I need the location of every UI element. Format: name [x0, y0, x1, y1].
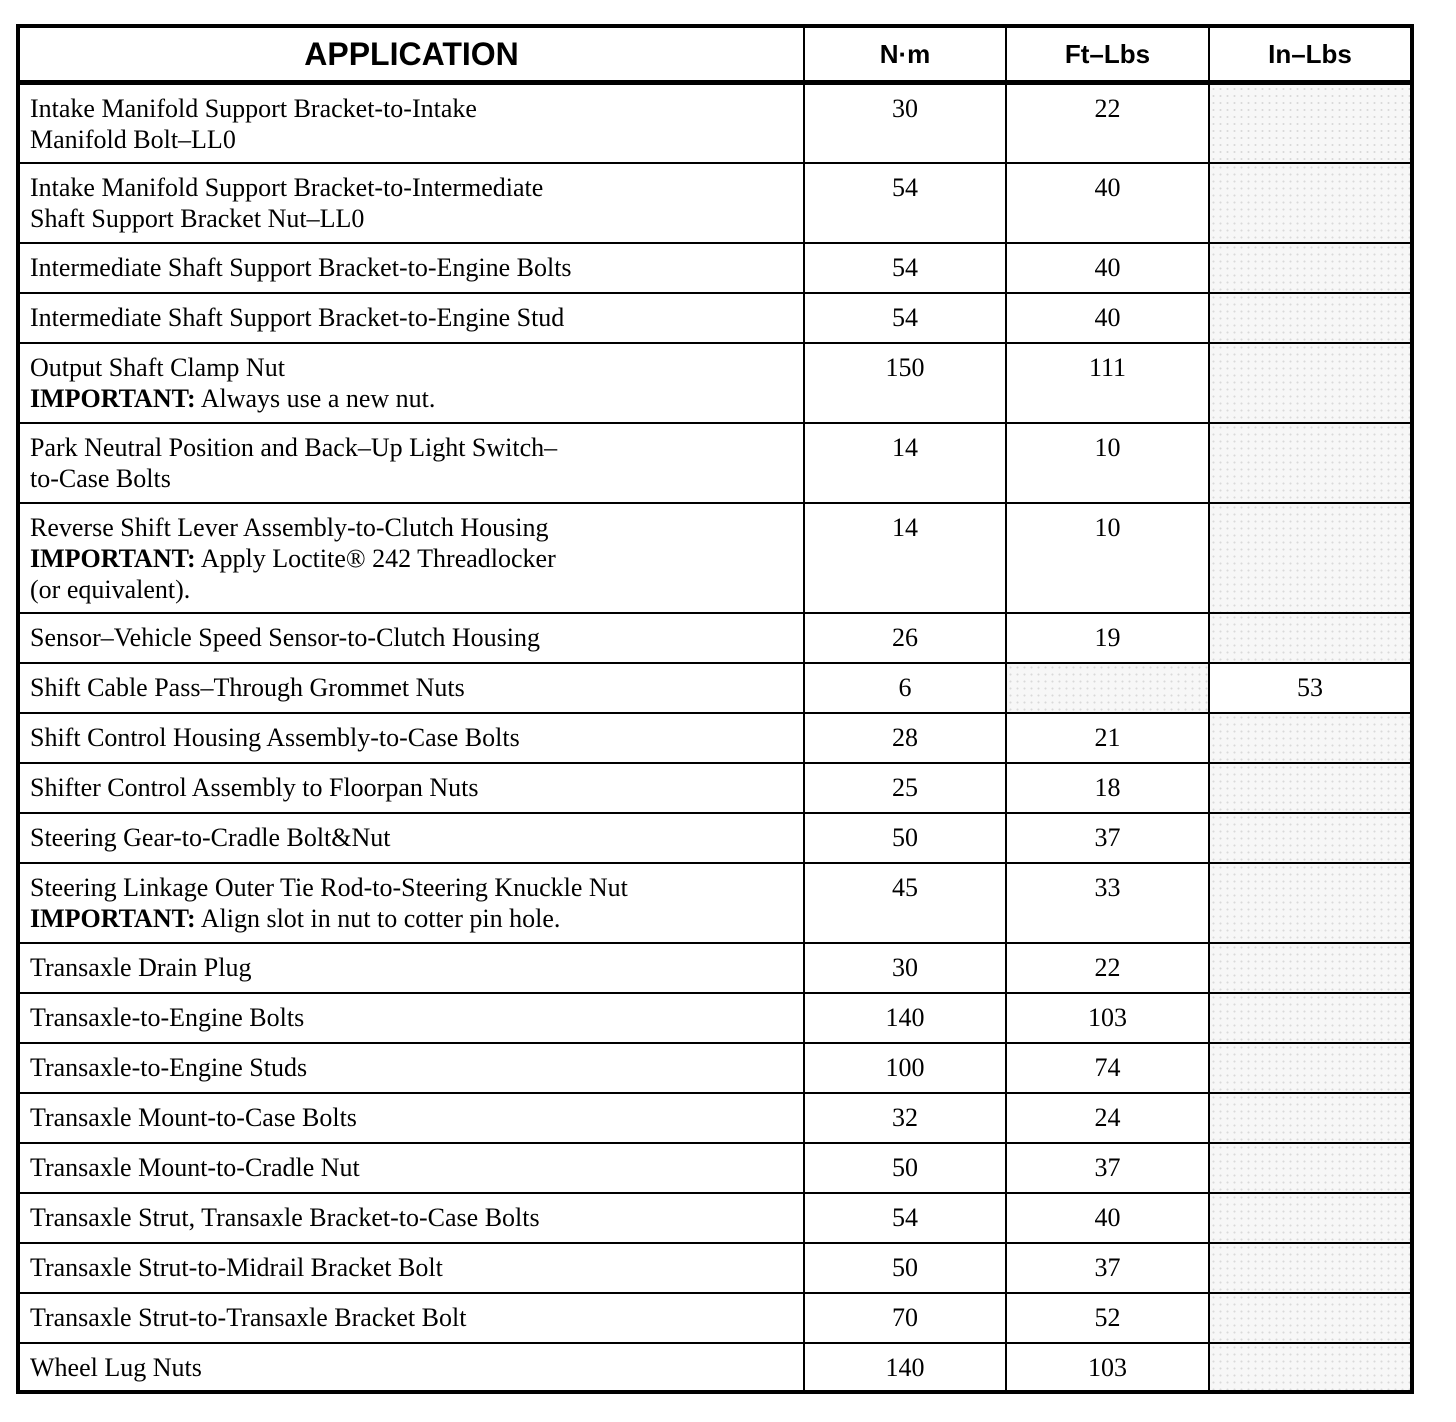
application-text: Shift Cable Pass–Through Grommet Nuts: [30, 672, 465, 702]
nm-value-cell: 26: [804, 613, 1006, 663]
important-label: IMPORTANT:: [30, 903, 196, 933]
application-text: Shaft Support Bracket Nut–LL0: [30, 203, 365, 233]
important-label: IMPORTANT:: [30, 383, 196, 413]
column-header-ft-lbs: Ft–Lbs: [1006, 26, 1209, 83]
in-lbs-value-cell: [1209, 243, 1412, 293]
table-row: [18, 1193, 1412, 1243]
ft-lbs-value-cell: 37: [1006, 1243, 1209, 1293]
in-lbs-value-cell: [1209, 1193, 1412, 1243]
nm-value-cell: 50: [804, 1143, 1006, 1193]
application-text: Intermediate Shaft Support Bracket-to-Engine Bolts: [30, 252, 572, 282]
in-lbs-value-cell: [1209, 713, 1412, 763]
in-lbs-value-cell: [1209, 343, 1412, 423]
application-cell: [18, 813, 804, 863]
in-lbs-value-cell: 53: [1209, 663, 1412, 713]
ft-lbs-value-cell: 22: [1006, 943, 1209, 993]
table-row: [18, 1343, 1412, 1392]
nm-value-cell: 54: [804, 1193, 1006, 1243]
ft-lbs-value-cell: 40: [1006, 293, 1209, 343]
in-lbs-value-cell: [1209, 943, 1412, 993]
table-row: [18, 293, 1412, 343]
application-text: Shifter Control Assembly to Floorpan Nuts: [30, 772, 479, 802]
application-cell: [18, 343, 804, 423]
application-cell: [18, 863, 804, 943]
application-cell: [18, 713, 804, 763]
nm-value-cell: 32: [804, 1093, 1006, 1143]
application-cell: [18, 1043, 804, 1093]
important-text: Always use a new nut.: [195, 383, 436, 413]
application-text: Transaxle Strut-to-Midrail Bracket Bolt: [30, 1252, 443, 1282]
application-text: Intake Manifold Support Bracket-to-Intake: [30, 94, 477, 123]
column-header-in-lbs: In–Lbs: [1209, 26, 1412, 83]
nm-value-cell: 50: [804, 1243, 1006, 1293]
nm-value-cell: 14: [804, 503, 1006, 613]
application-cell: [18, 1343, 804, 1392]
important-note: [30, 903, 793, 934]
in-lbs-value-cell: [1209, 1293, 1412, 1343]
important-text: Apply Loctite® 242 Threadlocker: [195, 543, 556, 573]
application-cell: [18, 613, 804, 663]
in-lbs-value-cell: [1209, 1043, 1412, 1093]
nm-value-cell: 45: [804, 863, 1006, 943]
ft-lbs-value-cell: 40: [1006, 1193, 1209, 1243]
in-lbs-value-cell: [1209, 613, 1412, 663]
ft-lbs-value-cell: [1006, 663, 1209, 713]
table-row: [18, 1243, 1412, 1293]
ft-lbs-value-cell: 10: [1006, 503, 1209, 613]
in-lbs-value-cell: [1209, 503, 1412, 613]
ft-lbs-value-cell: 10: [1006, 423, 1209, 503]
table-row: [18, 713, 1412, 763]
application-text: Park Neutral Position and Back–Up Light Switch–: [30, 432, 558, 462]
application-text: Transaxle Strut, Transaxle Bracket-to-Case Bolts: [30, 1202, 540, 1232]
nm-value-cell: 50: [804, 813, 1006, 863]
nm-value-cell: 30: [804, 83, 1006, 163]
nm-value-cell: 150: [804, 343, 1006, 423]
important-note: [30, 574, 793, 605]
nm-value-cell: 54: [804, 293, 1006, 343]
application-cell: [18, 943, 804, 993]
table-body: [18, 83, 1412, 1392]
column-header-application: APPLICATION: [18, 26, 804, 83]
ft-lbs-value-cell: 74: [1006, 1043, 1209, 1093]
table-row: [18, 863, 1412, 943]
application-text: Shift Control Housing Assembly-to-Case Bolts: [30, 722, 520, 752]
nm-value-cell: 70: [804, 1293, 1006, 1343]
important-note: [30, 543, 793, 574]
column-header-nm: N·m: [804, 26, 1006, 83]
table-row: [18, 1143, 1412, 1193]
application-cell: [18, 83, 804, 163]
in-lbs-value-cell: [1209, 863, 1412, 943]
table-row: [18, 243, 1412, 293]
application-text: Transaxle Strut-to-Transaxle Bracket Bolt: [30, 1302, 467, 1332]
in-lbs-value-cell: [1209, 293, 1412, 343]
in-lbs-value-cell: [1209, 993, 1412, 1043]
application-text: Intermediate Shaft Support Bracket-to-Engine Stud: [30, 302, 565, 332]
table-row: [18, 1293, 1412, 1343]
torque-specification-table: [16, 24, 1414, 1394]
nm-value-cell: 54: [804, 243, 1006, 293]
table-row: [18, 763, 1412, 813]
table-row: [18, 1093, 1412, 1143]
nm-value-cell: 6: [804, 663, 1006, 713]
ft-lbs-value-cell: 18: [1006, 763, 1209, 813]
ft-lbs-value-cell: 103: [1006, 1343, 1209, 1392]
ft-lbs-value-cell: 37: [1006, 1143, 1209, 1193]
application-text: to-Case Bolts: [30, 463, 171, 493]
application-text: Transaxle-to-Engine Bolts: [30, 1002, 305, 1032]
application-text: Steering Linkage Outer Tie Rod-to-Steering Knuckle Nut: [30, 872, 628, 902]
application-cell: [18, 1143, 804, 1193]
application-text: Transaxle Mount-to-Cradle Nut: [30, 1152, 360, 1182]
table-row: [18, 83, 1412, 163]
important-note: [30, 383, 793, 414]
in-lbs-value-cell: [1209, 763, 1412, 813]
application-cell: [18, 503, 804, 613]
nm-value-cell: 54: [804, 163, 1006, 243]
table-row: [18, 813, 1412, 863]
ft-lbs-value-cell: 40: [1006, 163, 1209, 243]
table-row: [18, 423, 1412, 503]
nm-value-cell: 14: [804, 423, 1006, 503]
in-lbs-value-cell: [1209, 83, 1412, 163]
table-row: [18, 613, 1412, 663]
table-header: [18, 26, 1412, 83]
application-cell: [18, 243, 804, 293]
application-cell: [18, 293, 804, 343]
application-text: Sensor–Vehicle Speed Sensor-to-Clutch Housing: [30, 622, 541, 652]
nm-value-cell: 140: [804, 1343, 1006, 1392]
ft-lbs-value-cell: 40: [1006, 243, 1209, 293]
application-text: Wheel Lug Nuts: [30, 1352, 202, 1382]
nm-value-cell: 28: [804, 713, 1006, 763]
table-row: [18, 993, 1412, 1043]
application-cell: [18, 993, 804, 1043]
ft-lbs-value-cell: 37: [1006, 813, 1209, 863]
ft-lbs-value-cell: 103: [1006, 993, 1209, 1043]
application-text: Transaxle-to-Engine Studs: [30, 1052, 308, 1082]
application-cell: [18, 1243, 804, 1293]
in-lbs-value-cell: [1209, 1093, 1412, 1143]
important-text: Align slot in nut to cotter pin hole.: [195, 903, 561, 933]
important-label: IMPORTANT:: [30, 543, 196, 573]
ft-lbs-value-cell: 19: [1006, 613, 1209, 663]
table-row: [18, 163, 1412, 243]
application-text: Transaxle Mount-to-Case Bolts: [30, 1102, 357, 1132]
in-lbs-value-cell: [1209, 813, 1412, 863]
ft-lbs-value-cell: 24: [1006, 1093, 1209, 1143]
nm-value-cell: 30: [804, 943, 1006, 993]
in-lbs-value-cell: [1209, 1143, 1412, 1193]
application-cell: [18, 163, 804, 243]
application-text: Transaxle Drain Plug: [30, 952, 252, 982]
in-lbs-value-cell: [1209, 1243, 1412, 1293]
nm-value-cell: 25: [804, 763, 1006, 813]
in-lbs-value-cell: [1209, 163, 1412, 243]
application-cell: [18, 763, 804, 813]
ft-lbs-value-cell: 52: [1006, 1293, 1209, 1343]
application-cell: [18, 423, 804, 503]
application-cell: [18, 663, 804, 713]
table-row: [18, 943, 1412, 993]
important-text: (or equivalent).: [30, 574, 191, 604]
application-text: Steering Gear-to-Cradle Bolt&Nut: [30, 822, 391, 852]
application-text: Reverse Shift Lever Assembly-to-Clutch Housing: [30, 512, 549, 542]
table-row: [18, 503, 1412, 613]
application-cell: [18, 1093, 804, 1143]
ft-lbs-value-cell: 21: [1006, 713, 1209, 763]
application-text: Intake Manifold Support Bracket-to-Intermediate: [30, 172, 544, 202]
application-cell: [18, 1293, 804, 1343]
ft-lbs-value-cell: 22: [1006, 83, 1209, 163]
ft-lbs-value-cell: 111: [1006, 343, 1209, 423]
application-text: Output Shaft Clamp Nut: [30, 352, 285, 382]
application-cell: [18, 1193, 804, 1243]
header-row: [18, 26, 1412, 83]
table-row: [18, 343, 1412, 423]
ft-lbs-value-cell: 33: [1006, 863, 1209, 943]
nm-value-cell: 140: [804, 993, 1006, 1043]
nm-value-cell: 100: [804, 1043, 1006, 1093]
application-text: Manifold Bolt–LL0: [30, 125, 236, 154]
in-lbs-value-cell: [1209, 1343, 1412, 1392]
table-row: [18, 1043, 1412, 1093]
in-lbs-value-cell: [1209, 423, 1412, 503]
table-row: [18, 663, 1412, 713]
